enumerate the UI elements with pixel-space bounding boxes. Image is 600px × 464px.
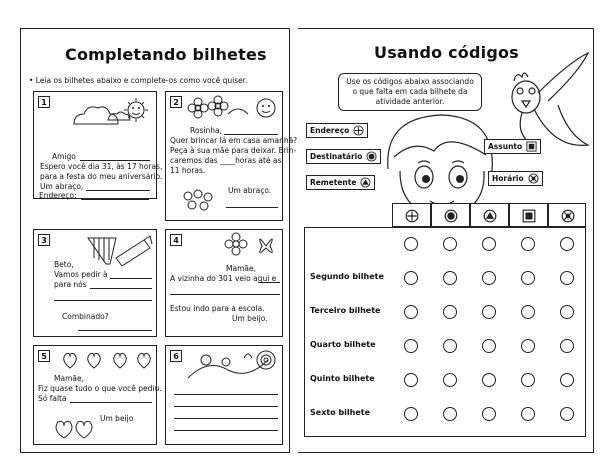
header-cell <box>431 203 470 227</box>
answer-circle[interactable] <box>482 339 496 353</box>
card-line: caremos das ____horas até as <box>170 156 282 165</box>
row-label: Quarto bilhete <box>310 340 376 349</box>
card-line: Quer brincar lá em casa amanhã? <box>170 136 298 145</box>
fill-line <box>81 199 149 200</box>
answer-circle[interactable] <box>521 237 535 251</box>
fill-line <box>54 300 152 301</box>
code-label: Horário <box>492 174 524 183</box>
header-cell <box>548 203 586 227</box>
row-label: Segundo bilhete <box>310 272 384 281</box>
note-card-2 <box>165 91 298 221</box>
answer-circle[interactable] <box>482 407 496 421</box>
card-line: Um abraço, <box>40 182 84 191</box>
left-page <box>20 28 298 453</box>
answer-circle[interactable] <box>560 271 574 285</box>
square-icon <box>526 141 537 152</box>
flower-butterfly-icon <box>214 232 282 262</box>
code-label: Remetente <box>310 178 357 187</box>
plus-circle-icon <box>405 209 419 223</box>
card-number: 1 <box>38 96 50 108</box>
flower-bunch-icon <box>180 188 216 216</box>
answer-circle[interactable] <box>404 271 418 285</box>
answer-circle[interactable] <box>443 373 457 387</box>
header-cell <box>470 203 509 227</box>
row-label: Sexto bilhete <box>310 408 371 417</box>
card-line-endereco: Endereço: <box>39 191 77 200</box>
card-number: 2 <box>170 96 182 108</box>
code-label: Assunto <box>488 142 523 151</box>
header-cell <box>392 203 431 227</box>
answer-circle[interactable] <box>560 339 574 353</box>
triangle-icon <box>360 177 371 188</box>
row-label: Quinto bilhete <box>310 374 375 383</box>
note-card-5 <box>33 345 162 445</box>
fill-line <box>170 294 280 295</box>
code-assunto <box>484 139 541 154</box>
header-cell <box>509 203 548 227</box>
card-line: Peça à sua mãe para deixar. Brin- <box>170 146 297 155</box>
answer-circle[interactable] <box>560 373 574 387</box>
card-number: 6 <box>170 350 182 362</box>
card-line: para a festa do meu aniversário. <box>40 172 163 181</box>
card-line: Estou indo para a escola. <box>170 304 265 313</box>
answer-circle[interactable] <box>482 271 496 285</box>
answer-circle[interactable] <box>404 237 418 251</box>
fill-line <box>224 134 278 135</box>
card-number: 3 <box>38 234 50 246</box>
filled-circle-icon <box>444 209 458 223</box>
card-line: Rosinha, <box>190 126 222 135</box>
card-line: 11 horas. <box>170 166 206 175</box>
flowers-icon <box>188 94 282 122</box>
code-label: Endereço <box>310 126 350 135</box>
speech-bubble: Use os códigos abaixo associando o que falta em cada bilhete da atividade anterior. <box>338 73 482 111</box>
triangle-icon <box>483 209 497 223</box>
fill-line <box>70 402 152 403</box>
code-label: Destinatário <box>310 152 363 161</box>
fill-line <box>110 278 152 279</box>
answer-circle[interactable] <box>521 271 535 285</box>
card-line: Beto, <box>54 260 74 269</box>
code-endereco <box>306 123 368 138</box>
answer-circle[interactable] <box>443 407 457 421</box>
boy-face-icon <box>380 111 496 217</box>
answer-circle[interactable] <box>521 339 535 353</box>
left-title: Completando bilhetes <box>65 45 267 64</box>
answer-circle[interactable] <box>521 373 535 387</box>
plus-circle-icon <box>353 125 364 136</box>
card-line: Amigo <box>52 152 76 161</box>
right-page <box>298 28 594 453</box>
x-circle-icon <box>561 209 575 223</box>
answer-circle[interactable] <box>443 237 457 251</box>
fill-line <box>174 406 278 407</box>
answer-circle[interactable] <box>443 305 457 319</box>
card-line: Espero você dia 31, às 17 horas, <box>40 162 163 171</box>
answer-circle[interactable] <box>482 237 496 251</box>
grid-body <box>304 227 586 437</box>
answer-circle[interactable] <box>521 305 535 319</box>
fill-line <box>86 190 150 191</box>
answer-circle[interactable] <box>404 339 418 353</box>
card-line: Mamãe, <box>54 374 84 383</box>
answer-circle[interactable] <box>560 237 574 251</box>
filled-circle-icon <box>366 151 377 162</box>
card-number: 4 <box>170 234 182 246</box>
note-card-3 <box>33 229 157 337</box>
card-line: Um beijo. <box>232 314 268 323</box>
fill-line <box>258 282 280 283</box>
card-line: Vamos pedir à <box>54 270 108 279</box>
card-line: A vizinha do 301 veio aqui e <box>170 274 277 283</box>
note-card-1 <box>33 91 163 199</box>
pan-flute-crayon-icon <box>86 234 154 268</box>
fill-line <box>174 394 278 395</box>
answer-circle[interactable] <box>482 305 496 319</box>
answer-circle[interactable] <box>560 305 574 319</box>
answer-circle[interactable] <box>404 373 418 387</box>
code-horario <box>488 171 543 186</box>
instruction-text: • Leia os bilhetes abaixo e complete-os como você quiser. <box>29 76 248 85</box>
fill-line <box>90 288 152 289</box>
answer-circle[interactable] <box>443 271 457 285</box>
smiling-hearts-icon <box>52 416 96 442</box>
fill-line <box>174 430 278 431</box>
card-number: 5 <box>38 350 50 362</box>
code-destinatario <box>306 149 381 164</box>
clouds-sun-icon <box>72 96 152 128</box>
answer-circle[interactable] <box>521 407 535 421</box>
hearts-icon <box>60 350 156 372</box>
note-card-6 <box>165 345 283 445</box>
note-card-4 <box>165 229 283 337</box>
answer-circle[interactable] <box>404 407 418 421</box>
row-label: Terceiro bilhete <box>310 306 381 315</box>
fill-line <box>78 330 152 331</box>
right-title: Usando códigos <box>374 43 519 62</box>
card-line: Um beijo <box>100 414 134 423</box>
card-line: para nós <box>54 280 87 289</box>
fill-line <box>80 160 150 161</box>
answer-circle[interactable] <box>443 339 457 353</box>
answer-circle[interactable] <box>482 373 496 387</box>
x-circle-icon <box>528 173 539 184</box>
card-line: Mamãe, <box>226 264 256 273</box>
fill-line <box>174 418 278 419</box>
code-remetente <box>306 175 375 190</box>
answer-circle[interactable] <box>560 407 574 421</box>
card-line: Só falta <box>38 394 67 403</box>
card-line: Fiz quase tudo o que você pediu. <box>38 384 162 393</box>
flower-garland-icon <box>186 348 282 382</box>
square-icon <box>522 209 536 223</box>
card-line: Combinado? <box>62 312 109 321</box>
card-line: Um abraço. <box>228 186 272 195</box>
answer-circle[interactable] <box>404 305 418 319</box>
fill-line <box>226 207 278 208</box>
